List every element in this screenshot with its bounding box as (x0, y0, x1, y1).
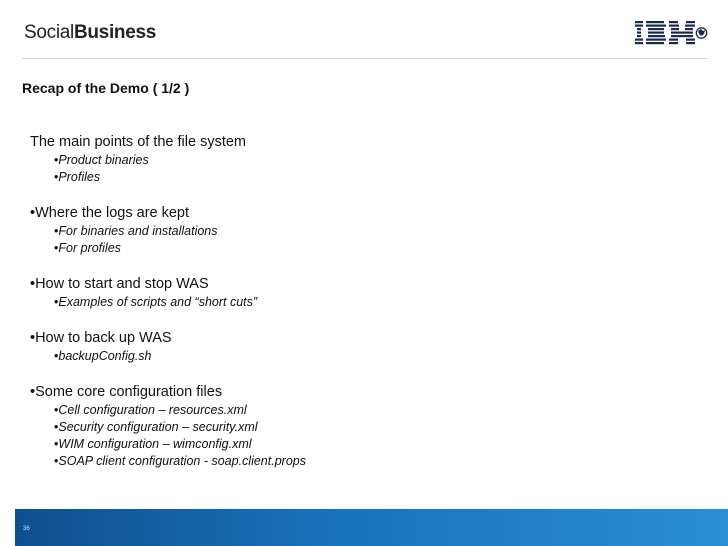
section-title (30, 132, 690, 152)
list-item-text: WIM configuration – wimconfig.xml (58, 437, 252, 451)
list-item (54, 152, 690, 169)
list-item (54, 223, 690, 240)
section-config-files (30, 382, 690, 470)
list-item-text: Security configuration – security.xml (58, 420, 258, 434)
list-item-text: Product binaries (58, 153, 149, 167)
list-item (54, 402, 690, 419)
section-bullet: • (30, 276, 36, 292)
section-title (30, 203, 690, 223)
bullet: • (54, 170, 59, 184)
bullet: • (54, 153, 59, 167)
section-title-text: How to start and stop WAS (35, 276, 209, 292)
list-item (54, 419, 690, 436)
section-start-stop (30, 274, 690, 311)
list-item-text: backupConfig.sh (58, 349, 152, 363)
section-title-text: How to back up WAS (35, 330, 172, 346)
section-title (30, 328, 690, 348)
bullet: • (54, 349, 59, 363)
section-bullet: • (30, 205, 36, 221)
bullet: • (54, 420, 59, 434)
slide-footer (15, 509, 728, 546)
section-title (30, 382, 690, 402)
bullet: • (54, 224, 59, 238)
bullet: • (54, 403, 59, 417)
list-item (54, 453, 690, 470)
section-title-text: The main points of the file system (30, 134, 246, 150)
list-item (54, 348, 690, 365)
list-item (54, 169, 690, 186)
section-title (30, 274, 690, 294)
brand-light-text: Social (24, 22, 74, 43)
list-item-text: Profiles (58, 170, 101, 184)
list-item-text: For profiles (58, 241, 121, 255)
bullet: • (54, 241, 59, 255)
sub-list (30, 152, 690, 186)
bullet: • (54, 454, 59, 468)
section-backup (30, 328, 690, 365)
sub-list (30, 348, 690, 365)
section-bullet: • (30, 330, 36, 346)
bullet: • (54, 295, 59, 309)
list-item-text: For binaries and installations (58, 224, 218, 238)
section-title-text: Some core configuration files (35, 384, 223, 400)
page-number: 36 (23, 526, 30, 532)
sub-list (30, 402, 690, 470)
list-item-text: Examples of scripts and “short cuts” (58, 295, 258, 309)
social-business-logo (24, 22, 156, 44)
brand-bold-text: Business (73, 22, 157, 43)
bullet: • (54, 437, 59, 451)
list-item (54, 436, 690, 453)
header-divider (22, 58, 708, 59)
slide-header (0, 0, 728, 60)
section-bullet: • (30, 384, 36, 400)
slide-title: Recap of the Demo ( 1/2 ) (22, 80, 190, 96)
section-title-text: Where the logs are kept (35, 205, 190, 221)
sub-list (30, 294, 690, 311)
ibm-logo (633, 18, 708, 48)
section-file-system (30, 132, 690, 186)
list-item (54, 294, 690, 311)
list-item-text: Cell configuration – resources.xml (58, 403, 247, 417)
section-logs (30, 203, 690, 257)
list-item-text: SOAP client configuration - soap.client.props (58, 454, 306, 468)
list-item (54, 240, 690, 257)
sub-list (30, 223, 690, 257)
slide-content (30, 132, 690, 487)
